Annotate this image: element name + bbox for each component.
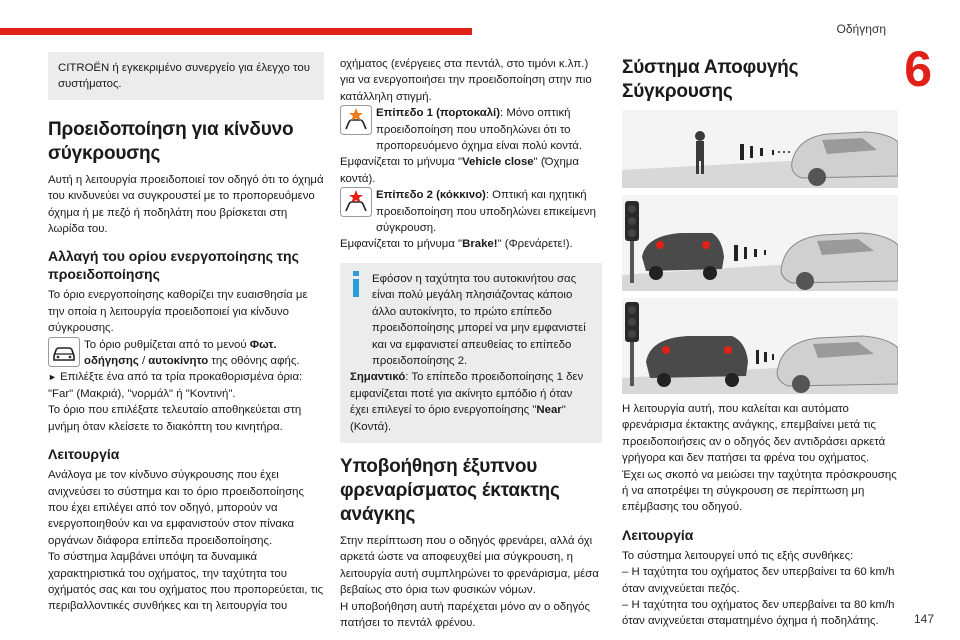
heading-threshold: Αλλαγή του ορίου ενεργοποίησης της προειδοποίησης — [48, 248, 299, 283]
level1-msg-b: Vehicle close — [462, 156, 534, 169]
heading-collision-alert: Προειδοποίηση για κίνδυνο σύγκρουσης — [48, 118, 294, 164]
menu-text-4: αυτοκίνητο — [148, 355, 209, 368]
menu-instruction-text — [84, 337, 324, 370]
alert-paragraph: Αυτή η λειτουργία προειδοποιεί τον οδηγό ότι το όχημά του κινδυνεύει να συγκρουστεί με το προπορευόμενο όχημα ή με πεζό ή ποδηλάτη που βρίσκεται στη λωρίδα του. — [48, 173, 324, 236]
menu-text-2: Φωτ. οδήγησης — [84, 338, 277, 368]
info-text-2b: : Το επίπεδο προειδοποίησης 1 δεν εμφανίζεται ποτέ για ακίνητο εμπόδιο ή όταν έχει επιλεγεί το όριο ενεργοποίησης " — [350, 371, 584, 417]
level1-title: Επίπεδο 1 (πορτοκαλί) — [376, 107, 501, 120]
heading-collision-avoidance: Σύστημα Αποφυγής Σύγκρουσης — [622, 57, 799, 102]
column-3 — [622, 56, 900, 630]
info-text-2d: " (Κοντά). — [350, 404, 566, 433]
heading-emergency-brake: Υποβοήθηση έξυπνου φρεναρίσματος έκτακτης ανάγκης — [340, 455, 560, 525]
avoid-paragraph: Η λειτουργία αυτή, που καλείται και αυτόματο φρενάρισμα έκτακτης ανάγκης, επεμβαίνει μετά τις προειδοποιήσεις αν ο οδηγός δεν αντιδράσει αρκετά γρήγορα και δεν πατήσει τα φρένα του οχήματος. — [622, 403, 886, 465]
level2-title: Επίπεδο 2 (κόκκινο) — [376, 189, 486, 202]
level1-message — [340, 154, 602, 187]
car-icon — [777, 336, 898, 393]
menu-text-5: της οθόνης αφής. — [208, 355, 300, 368]
continued-paragraph: οχήματος (ενέργειες στα πεντάλ, στο τιμόνι κ.λπ.) για να ενεργοποιήσει την προειδοποίηση στην πιο κατάλληλη στιγμή. — [340, 58, 592, 103]
level2-block — [340, 187, 602, 236]
level1-desc: : Μόνο οπτική προειδοποίηση που υποδηλώνει ότι το προπορευόμενο όχημα είναι πολύ κοντά. — [376, 107, 583, 153]
select-text: Επιλέξτε ένα από τα τρία προκαθορισμένα όρια: "Far" (Μακριά), "νορμάλ" ή "Κοντινή". — [48, 371, 303, 400]
column-2 — [340, 56, 602, 631]
brake-paragraph-2: Η υποβοήθηση αυτή παρέχεται μόνο αν ο οδηγός πατήσει το πεντάλ φρένου. — [340, 600, 590, 629]
threshold-paragraph: Το όριο ενεργοποίησης καθορίζει την ευαισθησία με την οποία η λειτουργία προειδοποιεί για κίνδυνο σύγκρουσης. — [48, 289, 308, 335]
brake-paragraph-1: Στην περίπτωση που ο οδηγός φρενάρει, αλλά όχι αρκετά ώστε να αποφευχθεί μια σύγκρουση, η λειτουργία αυτή συμπληρώνει το φρενάρισμα, μέσα βεβαίως στο όρια των φυσικών νόμων. — [340, 534, 599, 597]
top-accent-bar — [0, 28, 472, 35]
alert-red-icon — [340, 187, 372, 217]
conditions-intro: Το σύστημα λειτουργεί υπό τις εξής συνθήκες: — [622, 549, 854, 562]
illustration-pedestrian — [622, 110, 898, 188]
info-icon — [348, 271, 364, 297]
condition-1: – Η ταχύτητα του οχήματος δεν υπερβαίνει τα 60 km/h όταν ανιχνεύεται πεζός. — [622, 566, 895, 595]
heading-operation-2: Λειτουργία — [622, 526, 694, 543]
level2-msg-a: Εμφανίζεται το μήνυμα " — [340, 238, 463, 251]
menu-instruction — [48, 337, 324, 370]
car-icon — [781, 233, 898, 290]
select-instruction — [48, 369, 324, 402]
chapter-number: 6 — [904, 41, 932, 97]
note-box — [48, 52, 324, 100]
level2-desc: : Οπτική και ηχητική προειδοποίηση που υποδηλώνει επικείμενη σύγκρουση. — [376, 189, 596, 235]
level1-msg-a: Εμφανίζεται το μήνυμα " — [340, 156, 463, 169]
column-1 — [48, 52, 324, 615]
info-near: Near — [536, 404, 562, 417]
note-text: CITROËN ή εγκεκριμένο συνεργείο για έλεγχο του συστήματος. — [58, 62, 310, 91]
operation-paragraph-2: Το σύστημα λαμβάνει υπόψη τα δυναμικά χαρακτηριστικά του οχήματος, την ταχύτητα του οχήματός σας και του οχήματος που προπορεύεται, τις περιβαλλοντικές συνθήκες και τη λειτουργία του — [48, 551, 324, 613]
level1-block — [340, 105, 602, 154]
operation-paragraph-1: Ανάλογα με τον κίνδυνο σύγκρουσης που έχει ανιχνεύσει το σύστημα και το όριο προειδοποίησης που έχει επιλέγει από τον οδηγό, μπορούν να ενεργοποιηθούν και να εμφανιστούν στον πίνακα οργάνων διάφορα επίπεδα προειδοποίησης. — [48, 469, 304, 547]
info-text-2 — [350, 369, 592, 435]
level1-msg-c: " (Όχημα κοντά). — [340, 156, 579, 185]
section-title: Οδήγηση — [836, 22, 886, 36]
level1-text — [376, 105, 602, 154]
alert-orange-icon — [340, 105, 372, 135]
car-settings-icon — [48, 337, 80, 367]
level2-message — [340, 236, 602, 252]
avoid-paragraph-2: Έχει ως σκοπό να μειώσει την ταχύτητα πρόσκρουσης ή να αποτρέψει τη σύγκρουση σε περίπτωση μη επέμβασης του οδηγού. — [622, 468, 897, 514]
page-number: 147 — [913, 612, 934, 626]
bullet-arrow-icon: ► — [48, 372, 57, 383]
info-box — [340, 263, 602, 443]
info-text-1: Εφόσον η ταχύτητα του αυτοκινήτου σας είναι πολύ μεγάλη πλησιάζοντας κάποιο άλλο αυτοκίνητο, το πρώτο επίπεδο προειδοποίησης μπορεί να μην εμφανιστεί και να εμφανιστεί απευθείας το επίπεδο προειδοποίησης 2. — [372, 272, 586, 367]
menu-text-3: / — [138, 355, 149, 368]
menu-text-1: Το όριο ρυθμίζεται από το μενού — [84, 338, 250, 351]
saved-paragraph: Το όριο που επιλέξατε τελευταίο αποθηκεύεται στη μνήμη όταν κλείσετε το διακόπτη του κινητήρα. — [48, 404, 302, 433]
heading-operation: Λειτουργία — [48, 446, 120, 463]
level2-text — [376, 187, 602, 236]
info-important: Σημαντικό — [350, 371, 406, 384]
illustration-stopped-vehicle — [622, 298, 898, 394]
level2-msg-b: Brake! — [462, 238, 498, 251]
level2-msg-c: " (Φρενάρετε!). — [497, 238, 573, 251]
condition-2: – Η ταχύτητα του οχήματος δεν υπερβαίνει τα 80 km/h όταν ανιχνεύεται σταματημένο όχημα ή ποδηλάτης. — [622, 599, 895, 628]
illustration-traffic-light — [622, 195, 898, 291]
